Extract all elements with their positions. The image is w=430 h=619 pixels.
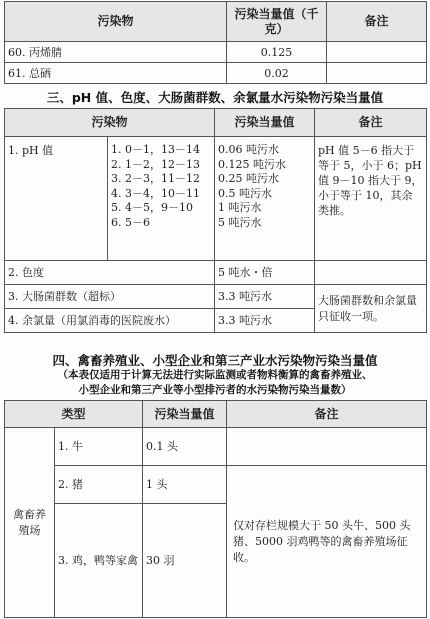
pollutant-table-1 — [4, 1, 427, 84]
livestock-value: 1 头 — [143, 466, 227, 504]
header-equivalent: 污染当量值 — [143, 401, 227, 428]
ph-remark: pH 值 5－6 指大于等于 5，小于 6；pH 值 9－10 指大于 9，小于等于 10，其余类推。 — [315, 137, 427, 261]
header-remark: 备注 — [227, 401, 427, 428]
ph-range: 4. 3－4，10－11 — [111, 186, 200, 200]
livestock-name: 3. 鸡，鸭等家禽 — [55, 504, 143, 618]
ph-value: 0.5 吨污水 — [218, 186, 273, 200]
header-equivalent-kg: 污染当量值（千克） — [227, 2, 327, 42]
header-equivalent: 污染当量值 — [215, 109, 315, 137]
ph-value: 0.125 吨污水 — [218, 157, 287, 171]
ph-range: 5. 4－5，9－10 — [111, 201, 193, 214]
section-4-title: 四、禽畜养殖业、小型企业和第三产业水污染物污染当量值 — [52, 353, 378, 368]
livestock-remark: 仅对存栏规模大于 50 头牛、500 头猪、5000 羽鸡鸭等的禽畜养殖场征收。 — [227, 466, 427, 618]
section-4-note-line1: （本表仅适用于计算无法进行实际监测或者物料衡算的禽畜养殖业、 — [57, 369, 373, 381]
pollutant-remark — [327, 42, 427, 63]
ph-range: 1. 0－1，13－14 — [111, 143, 200, 156]
pollutant-value: 0.02 — [227, 63, 327, 84]
ph-range: 6. 5－6 — [111, 215, 150, 229]
header-pollutant: 污染物 — [5, 109, 215, 137]
ph-value: 5 吨污水 — [218, 215, 262, 229]
livestock-value: 0.1 头 — [143, 428, 227, 466]
header-remark: 备注 — [315, 109, 427, 137]
ph-range: 2. 1－2，12－13 — [111, 157, 200, 171]
header-remark: 备注 — [327, 2, 427, 42]
section-4-note-line2: 小型企业和第三产业等小型排污者的水污染物污染当量数） — [78, 384, 352, 396]
color-value: 5 吨水・倍 — [215, 261, 315, 285]
ph-value: 0.25 吨污水 — [218, 172, 280, 185]
color-remark — [315, 261, 427, 285]
livestock-name: 1. 牛 — [55, 428, 143, 466]
header-pollutant: 污染物 — [5, 2, 227, 42]
category-livestock-farm: 禽畜养殖场 — [5, 428, 55, 618]
coliform-name: 3. 大肠菌群数（超标） — [5, 285, 215, 309]
ph-value: 1 吨污水 — [218, 201, 262, 214]
pollutant-remark — [327, 63, 427, 84]
chlorine-value: 3.3 吨污水 — [215, 309, 315, 333]
livestock-remark-empty — [227, 428, 427, 466]
ph-name: 1. pH 值 — [5, 137, 108, 261]
coliform-value: 3.3 吨污水 — [215, 285, 315, 309]
livestock-name: 2. 猪 — [55, 466, 143, 504]
ph-ranges — [108, 137, 215, 261]
color-name: 2. 色度 — [5, 261, 215, 285]
livestock-value: 30 羽 — [143, 504, 227, 618]
pollutant-name: 60. 丙烯腈 — [5, 42, 227, 63]
ph-values — [215, 137, 315, 261]
livestock-table — [4, 400, 427, 618]
section-3-title: 三、pH 值、色度、大肠菌群数、余氯量水污染物污染当量值 — [46, 90, 384, 105]
pollutant-name: 61. 总硒 — [5, 63, 227, 84]
ph-value: 0.06 吨污水 — [218, 143, 280, 156]
header-type: 类型 — [5, 401, 143, 428]
ph-range: 3. 2－3，11－12 — [111, 172, 200, 185]
chlorine-name: 4. 余氯量（用氯消毒的医院废水） — [5, 309, 215, 333]
pollutant-value: 0.125 — [227, 42, 327, 63]
coliform-chlorine-remark: 大肠菌群数和余氯量只征收一项。 — [315, 285, 427, 333]
pollutant-table-2 — [4, 108, 427, 333]
